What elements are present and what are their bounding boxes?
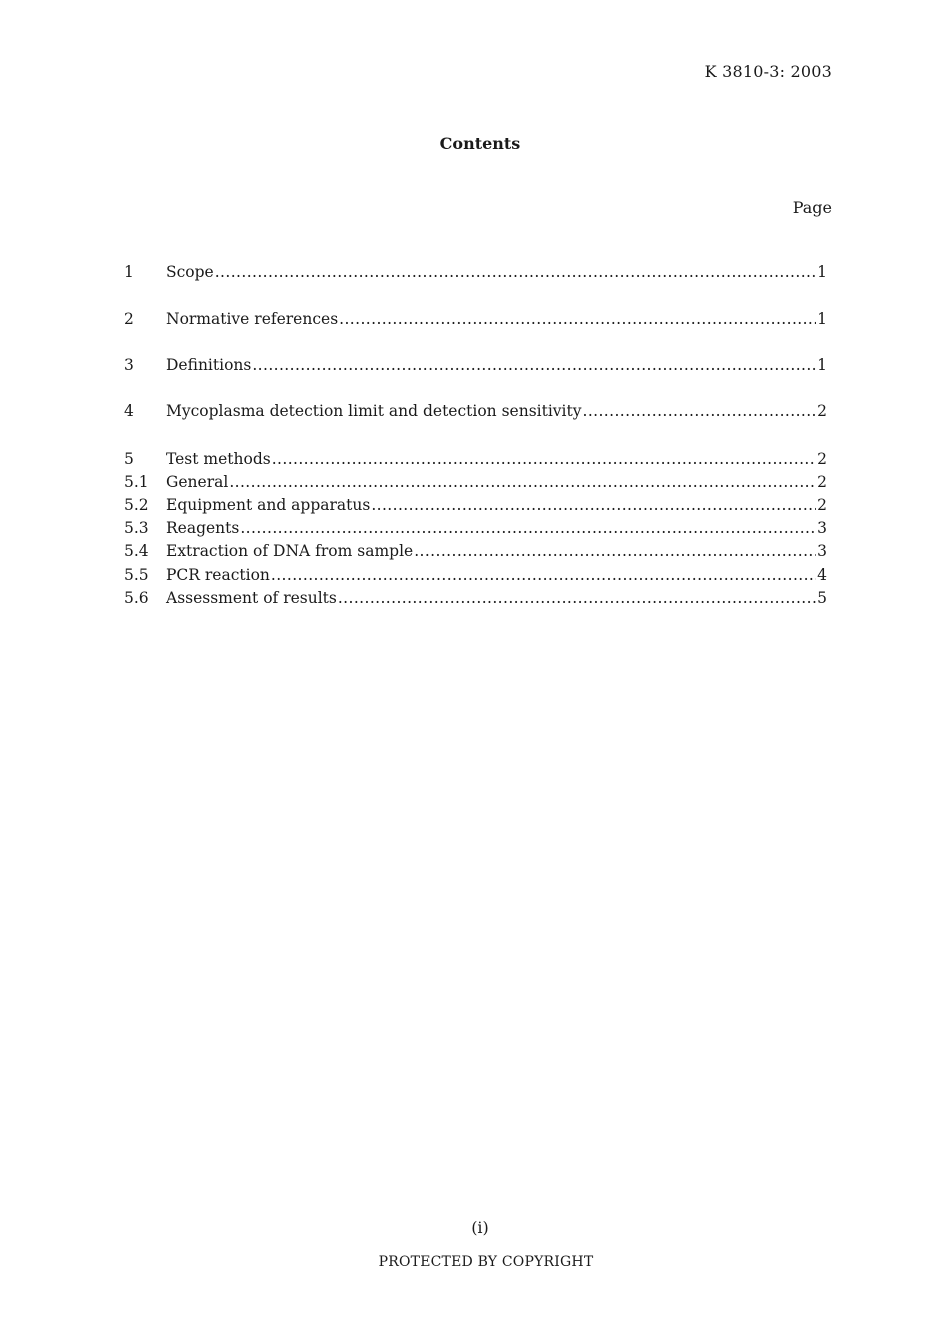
toc-entry-number: 5: [124, 450, 134, 468]
toc-entry-test-methods[interactable]: [124, 450, 827, 470]
toc-entry-page: 1: [817, 263, 827, 281]
toc-entry-title: Reagents: [166, 519, 240, 537]
dot-leader: [252, 356, 816, 374]
toc-entry-page: 2: [817, 473, 827, 491]
toc-entry-detection-limit[interactable]: [124, 402, 827, 422]
toc-entry-page: 1: [817, 356, 827, 374]
toc-entry-number: 3: [124, 356, 134, 374]
toc-entry-title: Definitions: [166, 356, 252, 374]
toc-entry-pcr-reaction[interactable]: [124, 566, 827, 586]
toc-entry-page: 4: [817, 566, 827, 584]
toc-entry-title: General: [166, 473, 229, 491]
toc-entry-page: 2: [817, 450, 827, 468]
toc-entry-title: Scope: [166, 263, 214, 281]
dot-leader: [371, 496, 816, 514]
toc-entry-number: 2: [124, 310, 134, 328]
toc-entry-reagents[interactable]: [124, 519, 827, 539]
toc-entry-scope[interactable]: [124, 263, 827, 283]
page-column-heading: Page: [792, 198, 832, 217]
dot-leader: [272, 450, 816, 468]
dot-leader: [240, 519, 816, 537]
dot-leader: [215, 263, 816, 281]
toc-entry-number: 5.5: [124, 566, 149, 584]
dot-leader: [414, 542, 816, 560]
toc-entry-general[interactable]: [124, 473, 827, 493]
toc-entry-number: 4: [124, 402, 134, 420]
toc-entry-title: Equipment and apparatus: [166, 496, 371, 514]
toc-entry-title: Test methods: [166, 450, 271, 468]
dot-leader: [271, 566, 816, 584]
contents-heading: Contents: [439, 134, 521, 153]
toc-entry-number: 5.1: [124, 473, 149, 491]
toc-entry-number: 1: [124, 263, 134, 281]
toc-entry-number: 5.2: [124, 496, 149, 514]
toc-entry-number: 5.6: [124, 589, 149, 607]
dot-leader: [338, 589, 816, 607]
page-folio: (i): [471, 1218, 489, 1237]
toc-entry-page: 2: [817, 496, 827, 514]
toc-entry-definitions[interactable]: [124, 356, 827, 376]
document-id: K 3810-3: 2003: [704, 62, 832, 81]
toc-entry-page: 3: [817, 542, 827, 560]
dot-leader: [583, 402, 817, 420]
toc-entry-page: 2: [817, 402, 827, 420]
toc-entry-number: 5.3: [124, 519, 149, 537]
toc-entry-normative-references[interactable]: [124, 310, 827, 330]
toc-entry-title: PCR reaction: [166, 566, 270, 584]
toc-entry-title: Mycoplasma detection limit and detection sensitivity: [166, 402, 582, 420]
toc-entry-title: Assessment of results: [166, 589, 337, 607]
dot-leader: [229, 473, 816, 491]
toc-entry-title: Extraction of DNA from sample: [166, 542, 414, 560]
toc-entry-dna-extraction[interactable]: [124, 542, 827, 562]
toc-entry-equipment[interactable]: [124, 496, 827, 516]
toc-entry-assessment[interactable]: [124, 589, 827, 609]
toc-entry-page: 5: [817, 589, 827, 607]
copyright-footer: PROTECTED BY COPYRIGHT: [378, 1254, 594, 1270]
toc-entry-number: 5.4: [124, 542, 149, 560]
toc-entry-page: 1: [817, 310, 827, 328]
toc-entry-page: 3: [817, 519, 827, 537]
toc-entry-title: Normative references: [166, 310, 339, 328]
dot-leader: [339, 310, 816, 328]
